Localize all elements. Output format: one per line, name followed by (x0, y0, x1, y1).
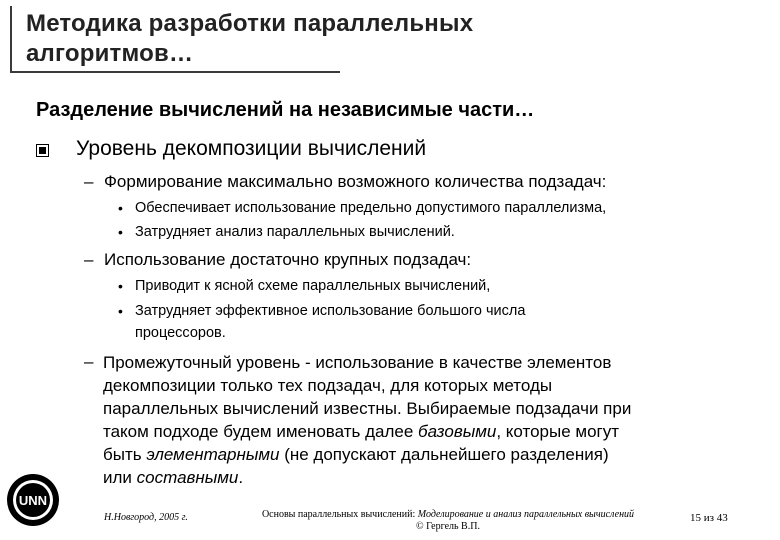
item3-paragraph (103, 351, 743, 489)
item1-bullet1-marker: • (118, 200, 123, 216)
title-rule-horizontal (10, 71, 340, 73)
footer-location-date: Н.Новгород, 2005 г. (104, 512, 188, 523)
page-title-line-2: алгоритмов… (26, 40, 194, 67)
item3-dash: – (84, 352, 94, 371)
checkbox-square-icon (36, 144, 49, 157)
footer-course-title: Основы параллельных вычислений: Моделирование и анализ параллельных вычислений © Гергель В.П. (261, 509, 635, 532)
item1-bullet1-text: Обеспечивает использование предельно допустимого параллелизма, (135, 200, 607, 216)
item1-bullet2-marker: • (118, 224, 123, 240)
level0-text: Уровень декомпозиции вычислений (76, 137, 427, 160)
item2-bullet1-marker: • (118, 278, 123, 294)
footer-author: © Гергель В.П. (416, 521, 480, 532)
title-block (0, 0, 780, 80)
item3-line1: Промежуточный уровень - использование в качестве элементов (103, 353, 612, 372)
unn-logo-icon (5, 472, 61, 528)
term-elementary: элементарными (146, 445, 280, 464)
item1-bullet2-text: Затрудняет анализ параллельных вычислений. (135, 224, 455, 240)
title-rule-vertical (10, 6, 12, 72)
item2-bullet2-marker: • (118, 303, 123, 319)
item3-line5: быть элементарными (не допускают дальнейшего разделения) (103, 445, 609, 464)
item3-line6: или составными. (103, 468, 244, 487)
item2-bullet1-text: Приводит к ясной схеме параллельных вычислений, (135, 278, 491, 294)
item3-line3: параллельных вычислений известны. Выбираемые подзадачи при (103, 399, 632, 418)
item2-bullet2-text-cont: процессоров. (135, 325, 226, 341)
section-subtitle: Разделение вычислений на независимые части… (36, 99, 535, 121)
item3-line4: таком подходе будем именовать далее базовыми, которые могут (103, 422, 620, 441)
logo-text: UNN (18, 493, 48, 508)
term-composite: составными (136, 468, 239, 487)
page-number: 15 из 43 (690, 512, 728, 524)
term-basic: базовыми (418, 422, 497, 441)
item2-dash: – (84, 250, 94, 269)
item2-text: Использование достаточно крупных подзадач: (104, 250, 472, 269)
item1-dash: – (84, 172, 94, 191)
item3-line2: декомпозиции только тех подзадач, для которых методы (103, 376, 553, 395)
item1-text: Формирование максимально возможного количества подзадач: (104, 172, 607, 191)
page-title-line-1: Методика разработки параллельных (26, 10, 474, 37)
item2-bullet2-text: Затрудняет эффективное использование большого числа (135, 303, 526, 319)
